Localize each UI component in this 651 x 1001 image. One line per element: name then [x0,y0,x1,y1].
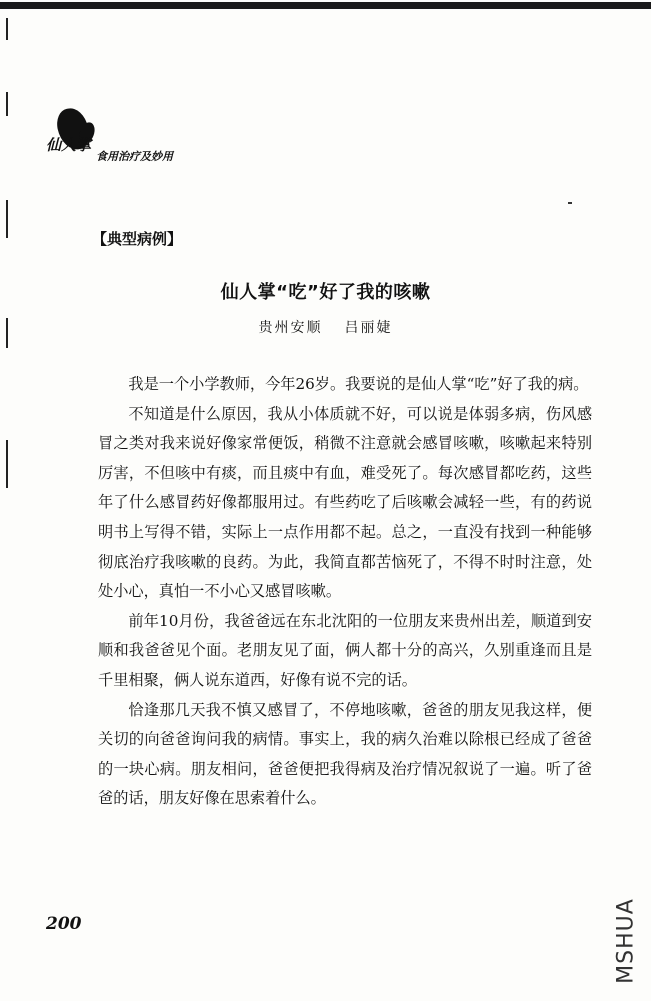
author-name: 吕丽婕 [344,320,393,336]
scan-edge-mark [6,18,8,40]
top-rule [0,2,651,9]
paragraph: 我是一个小学教师，今年26岁。我要说的是仙人掌“吃”好了我的病。 [128,375,589,393]
scan-speck [568,202,572,204]
scan-edge-mark [6,92,8,116]
paragraph: 不知道是什么原因，我从小体质就不好，可以说是体弱多病，伤风感冒之类对我来说好像家常便饭，稍微不注意就会感冒咳嗽，咳嗽起来特别厉害，不但咳中有痰，而且痰中有血，难受死了。每次感冒都吃药，这些年了什么感冒药好像都服用过。有些药吃了后咳嗽会减轻一些，有的药说明书上写得不错，实际上一点作用都不起。总之，一直没有找到一种能够彻底治疗我咳嗽的良药。为此，我简直都苦恼死了，不得不时时注意，处处小心，真怕一不小心又感冒咳嗽。 [98,404,592,601]
page-number: 200 [46,914,82,934]
header-logo [46,108,216,170]
byline [0,317,651,337]
section-label: 【典型病例】 [92,230,183,248]
scan-edge-mark [6,440,8,488]
article-body [98,370,592,814]
logo-main-text: 仙人掌 [46,136,92,154]
watermark [608,886,644,996]
article-title: 仙人掌“吃”好了我的咳嗽 [220,282,431,303]
scan-edge-mark [6,200,8,238]
paragraph: 前年10月份，我爸爸远在东北沈阳的一位朋友来贵州出差，顺道到安顺和我爸爸见个面。老朋友见了面，俩人都十分的高兴，久别重逢而且是千里相聚，俩人说东道西，好像有说不完的话。 [98,611,592,689]
paragraph: 恰逢那几天我不慎又感冒了，不停地咳嗽，爸爸的朋友见我这样，便关切的向爸爸询问我的病情。事实上，我的病久治难以除根已经成了爸爸的一块心病。朋友相问，爸爸便把我得病及治疗情况叙说了一遍。听了爸爸的话，朋友好像在思索着什么。 [98,700,592,808]
author-location: 贵州安顺 [258,320,323,336]
logo-subtitle: 食用治疗及妙用 [96,150,173,163]
watermark-text: MSHUA [613,898,639,984]
